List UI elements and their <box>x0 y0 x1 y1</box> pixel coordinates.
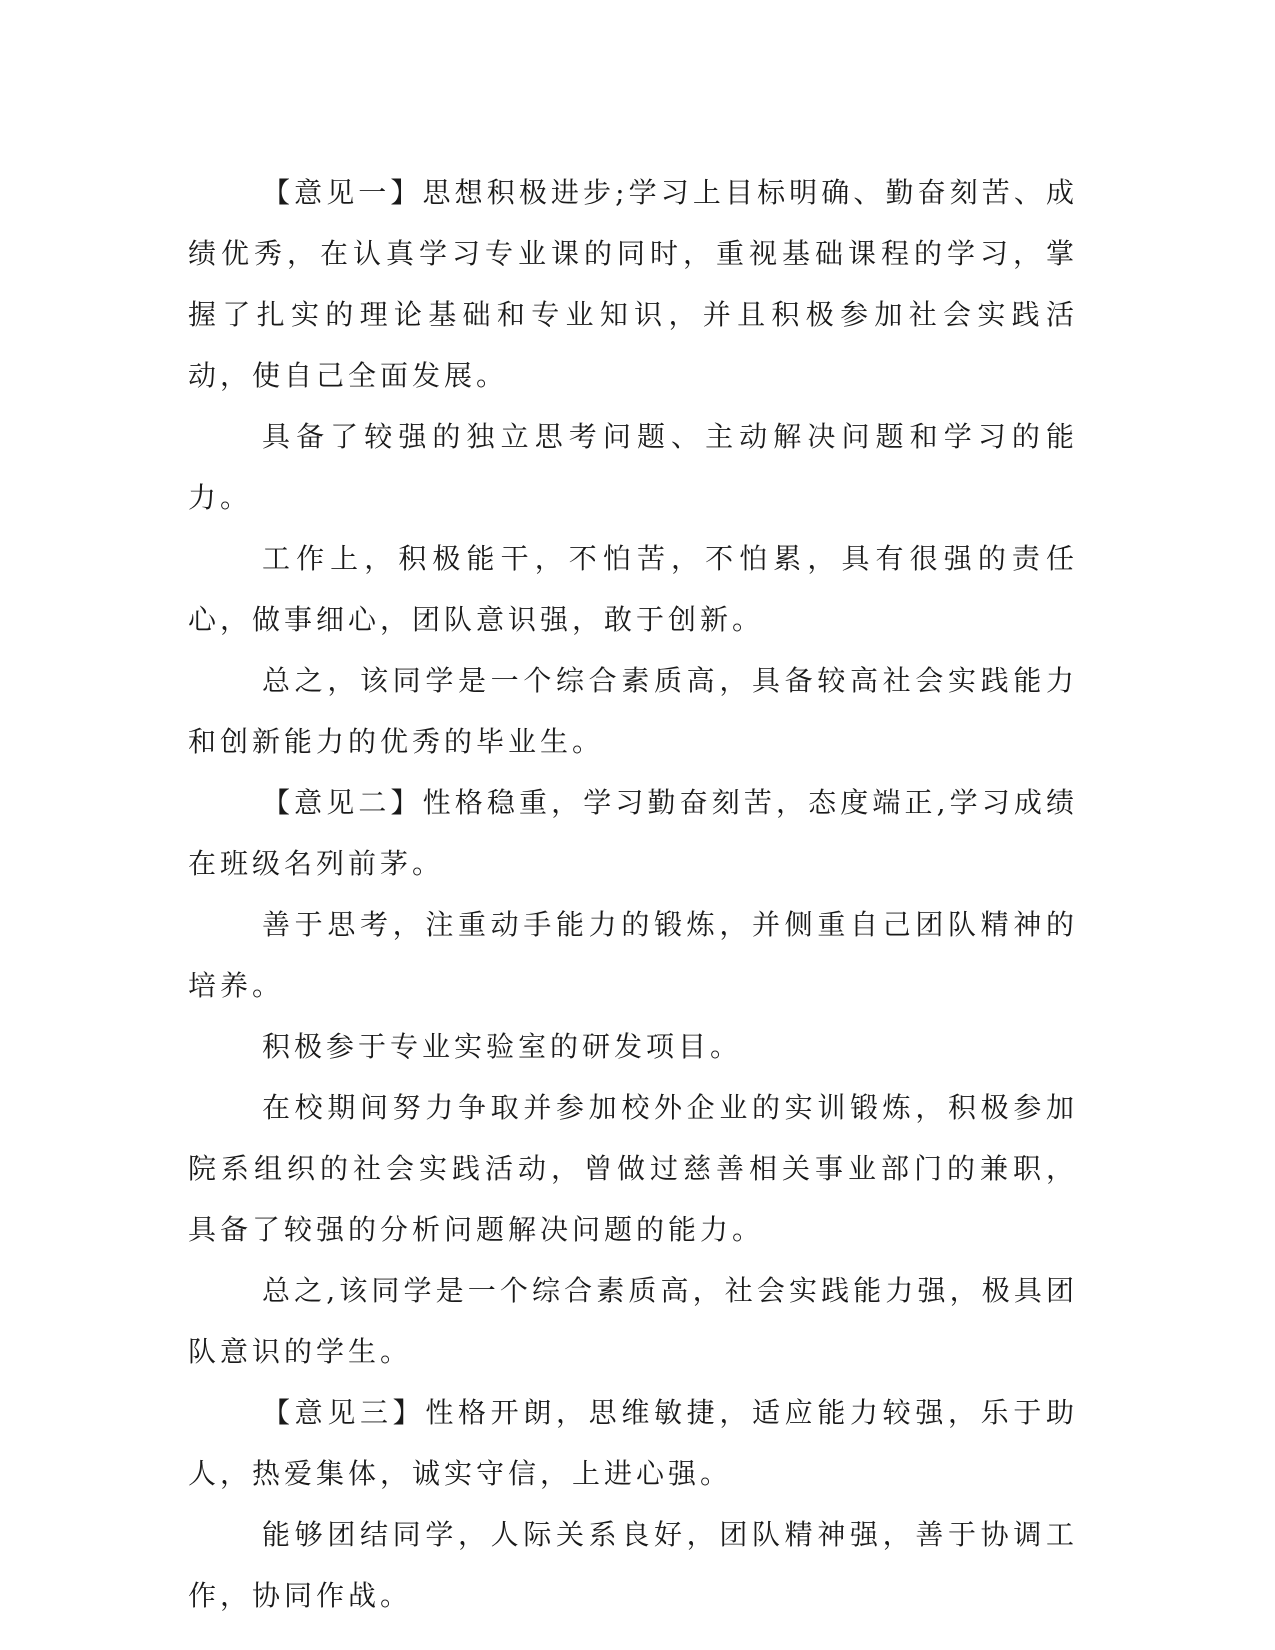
paragraph: 在校期间努力争取并参加校外企业的实训锻炼，积极参加院系组织的社会实践活动，曾做过慈善相关事业部门的兼职，具备了较强的分析问题解决问题的能力。 <box>188 1091 1078 1246</box>
paragraph: 总之，该同学是一个综合素质高，具备较高社会实践能力和创新能力的优秀的毕业生。 <box>188 664 1078 758</box>
paragraph: 能够团结同学，人际关系良好，团队精神强，善于协调工作，协同作战。 <box>188 1518 1078 1612</box>
paragraph: 善于思考，注重动手能力的锻炼，并侧重自己团队精神的培养。 <box>188 908 1078 1002</box>
paragraph: 积极参于专业实验室的研发项目。 <box>262 1030 743 1063</box>
paragraph: 总之,该同学是一个综合素质高，社会实践能力强，极具团队意识的学生。 <box>188 1274 1078 1368</box>
paragraph-opinion-one: 【意见一】思想积极进步;学习上目标明确、勤奋刻苦、成绩优秀，在认真学习专业课的同时，重视基础课程的学习，掌握了扎实的理论基础和专业知识，并且积极参加社会实践活动，使自己全面发展。 <box>188 176 1078 392</box>
paragraph-opinion-two: 【意见二】性格稳重，学习勤奋刻苦，态度端正,学习成绩在班级名列前茅。 <box>188 786 1078 880</box>
paragraph: 工作上，积极能干，不怕苦，不怕累，具有很强的责任心，做事细心，团队意识强，敢于创新。 <box>188 542 1078 636</box>
paragraph-opinion-three: 【意见三】性格开朗，思维敏捷，适应能力较强，乐于助人，热爱集体，诚实守信，上进心强。 <box>188 1396 1078 1490</box>
document-body <box>188 162 1078 1626</box>
paragraph: 具备了较强的独立思考问题、主动解决问题和学习的能力。 <box>188 420 1078 514</box>
